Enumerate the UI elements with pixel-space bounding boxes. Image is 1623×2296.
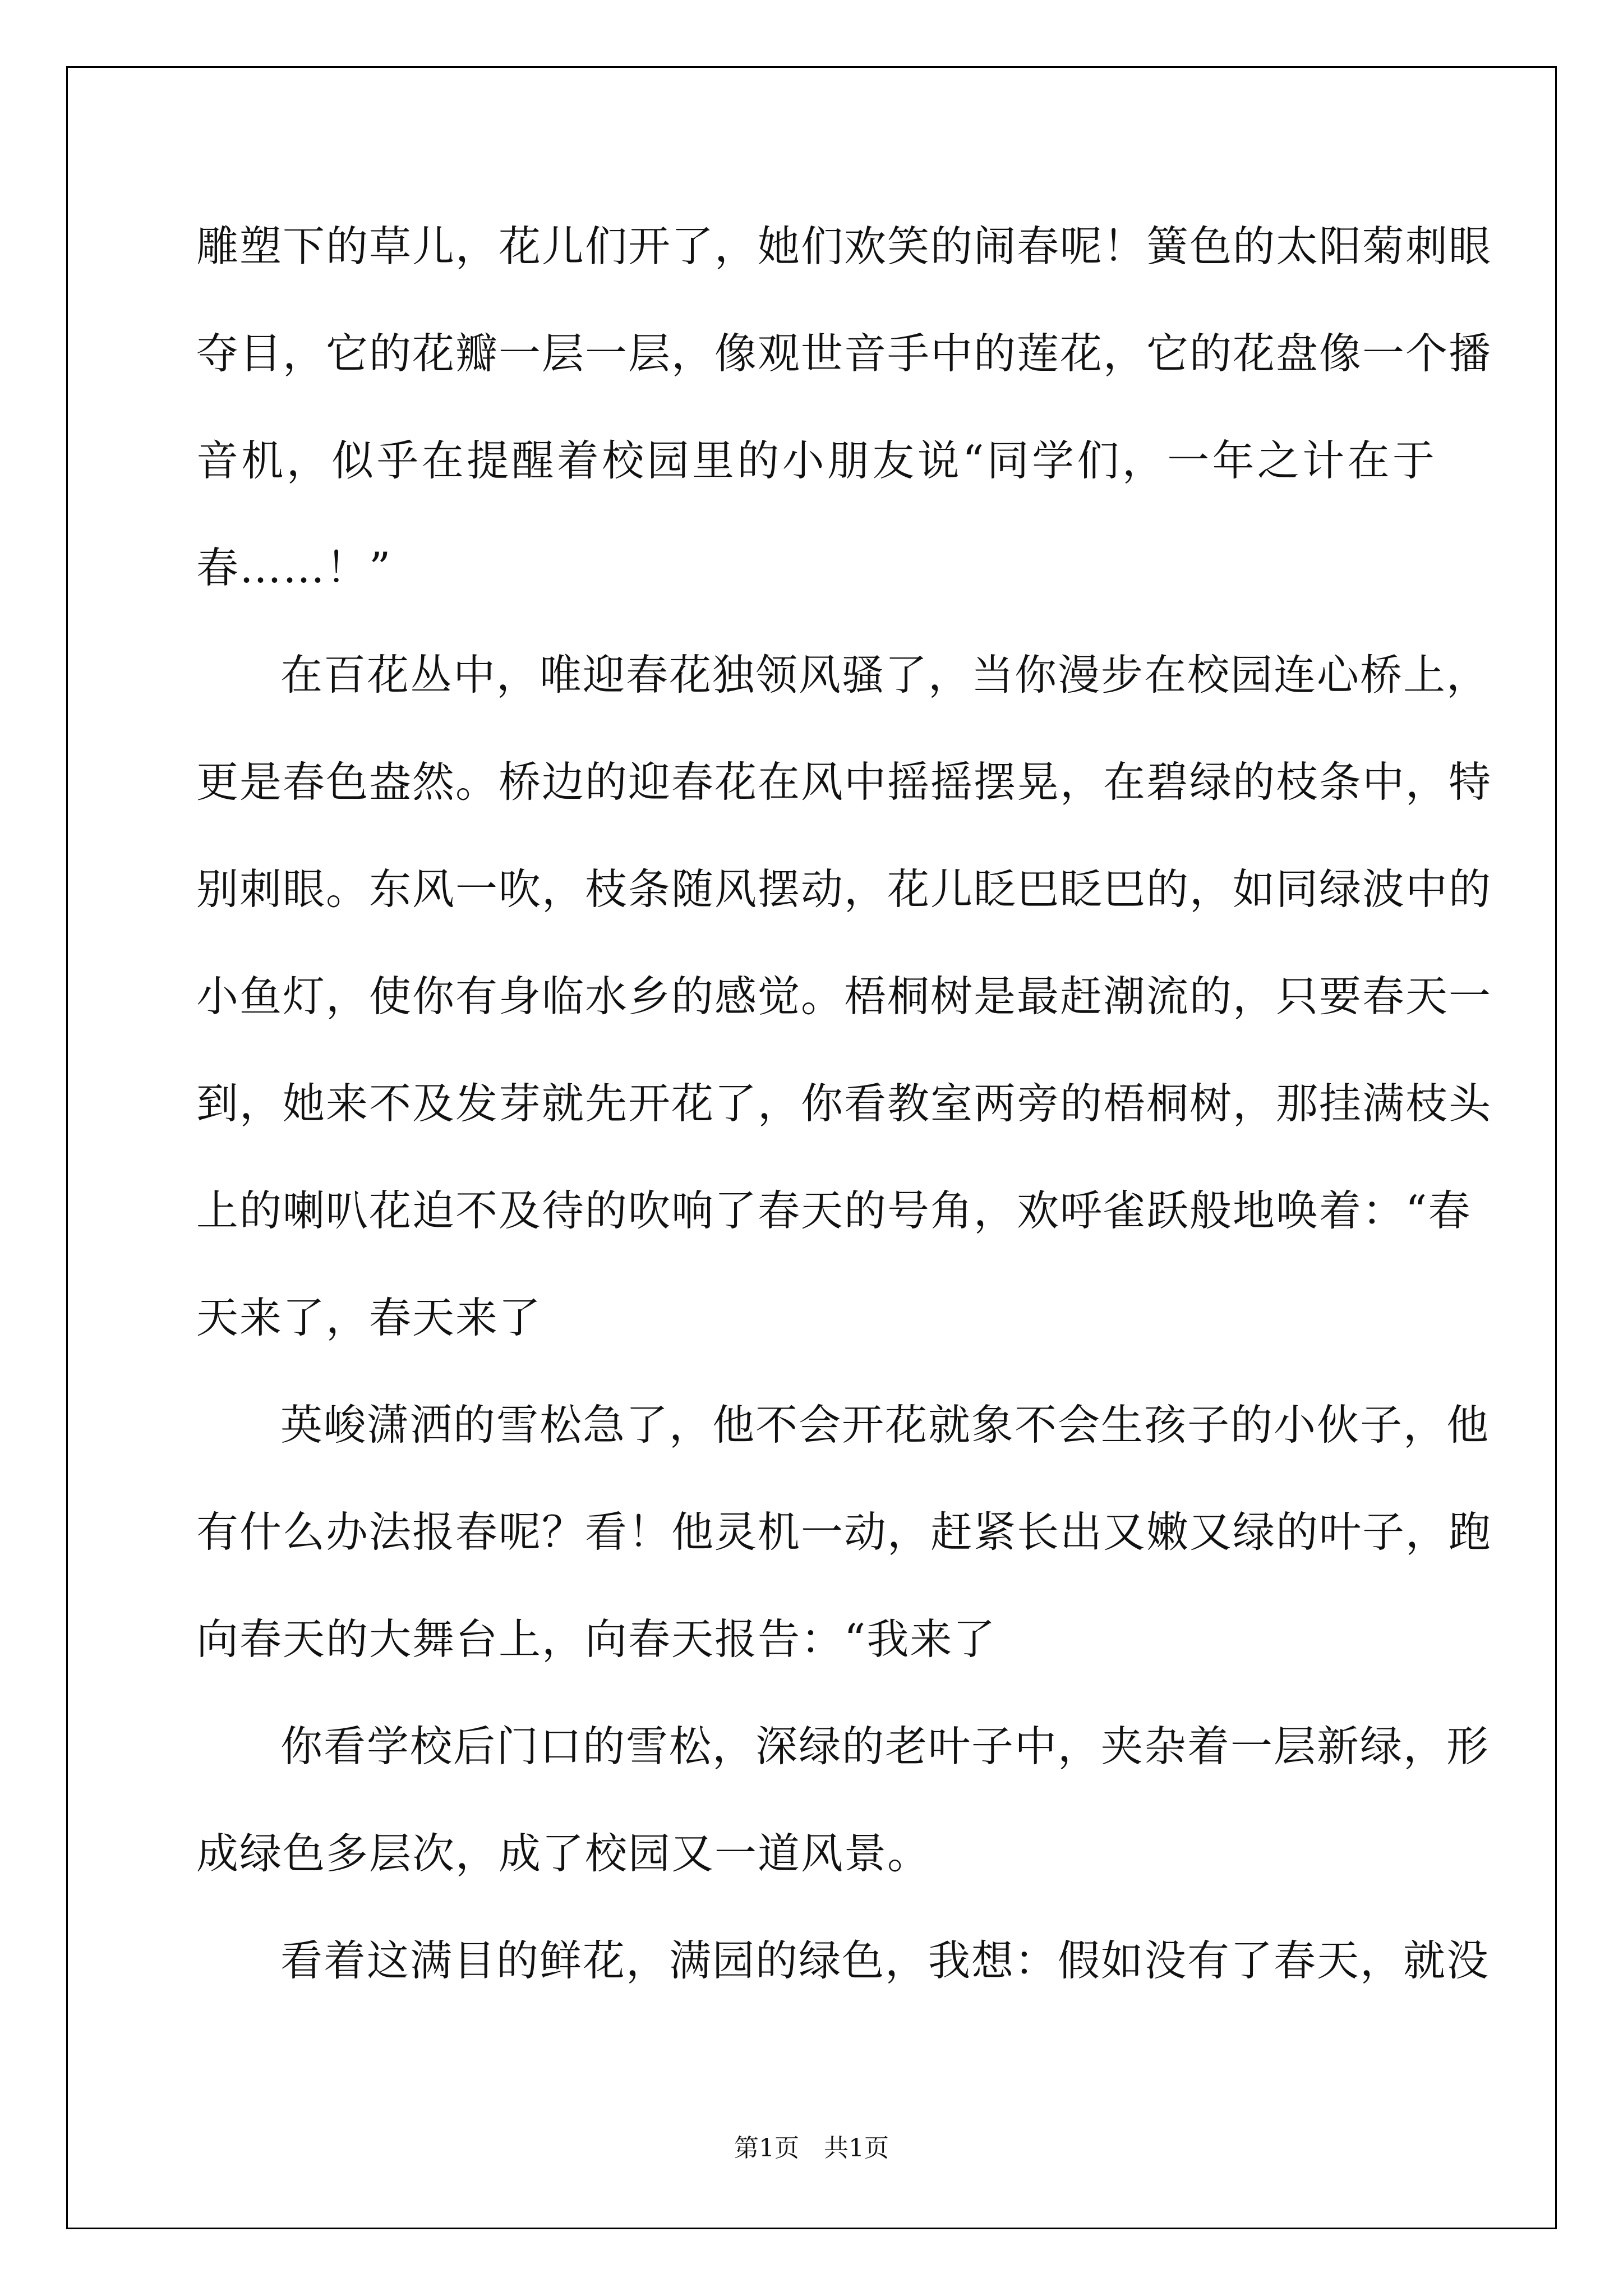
text-line: 在百花丛中，唯迎春花独领风骚了，当你漫步在校园连心桥上， — [280, 650, 1490, 700]
text-line: 向春天的大舞台上，向春天报告：“我来了 — [196, 1614, 997, 1664]
text-line: 别刺眼。东风一吹，枝条随风摆动，花儿眨巴眨巴的，如同绿波中的 — [196, 864, 1492, 914]
page-footer: 第1页 共1页 — [734, 2134, 889, 2162]
text-line: 天来了，春天来了 — [196, 1293, 542, 1342]
text-line: 你看学校后门口的雪松，深绿的老叶子中，夹杂着一层新绿，形 — [280, 1722, 1490, 1771]
text-line: 上的喇叭花迫不及待的吹响了春天的号角，欢呼雀跃般地唤着：“春 — [196, 1186, 1472, 1235]
text-line: 雕塑下的草儿，花儿们开了，她们欢笑的闹春呢！簧色的太阳菊刺眼 — [196, 222, 1492, 271]
text-line: 英峻潇洒的雪松急了，他不会开花就象不会生孩子的小伙子，他 — [280, 1400, 1490, 1450]
text-line: 到，她来不及发芽就先开花了，你看教室两旁的梧桐树，那挂满枝头 — [196, 1079, 1492, 1128]
text-line: 成绿色多层次，成了校园又一道风景。 — [196, 1829, 931, 1878]
text-line: 春……！” — [196, 543, 392, 592]
text-line: 更是春色盎然。桥边的迎春花在风中摇摇摆晃，在碧绿的枝条中，特 — [196, 757, 1492, 807]
text-line: 看着这满目的鲜花，满园的绿色，我想：假如没有了春天，就没 — [280, 1936, 1490, 1985]
text-line: 小鱼灯，使你有身临水乡的感觉。梧桐树是最赶潮流的，只要春天一 — [196, 972, 1492, 1021]
text-line: 夺目，它的花瓣一层一层，像观世音手中的莲花，它的花盘像一个播 — [196, 329, 1492, 378]
text-line: 音机，似乎在提醒着校园里的小朋友说“同学们，一年之计在于 — [196, 436, 1436, 485]
document-body — [196, 222, 1492, 2043]
text-line: 有什么办法报春呢？看！他灵机一动，赶紧长出又嫩又绿的叶子，跑 — [196, 1507, 1492, 1557]
